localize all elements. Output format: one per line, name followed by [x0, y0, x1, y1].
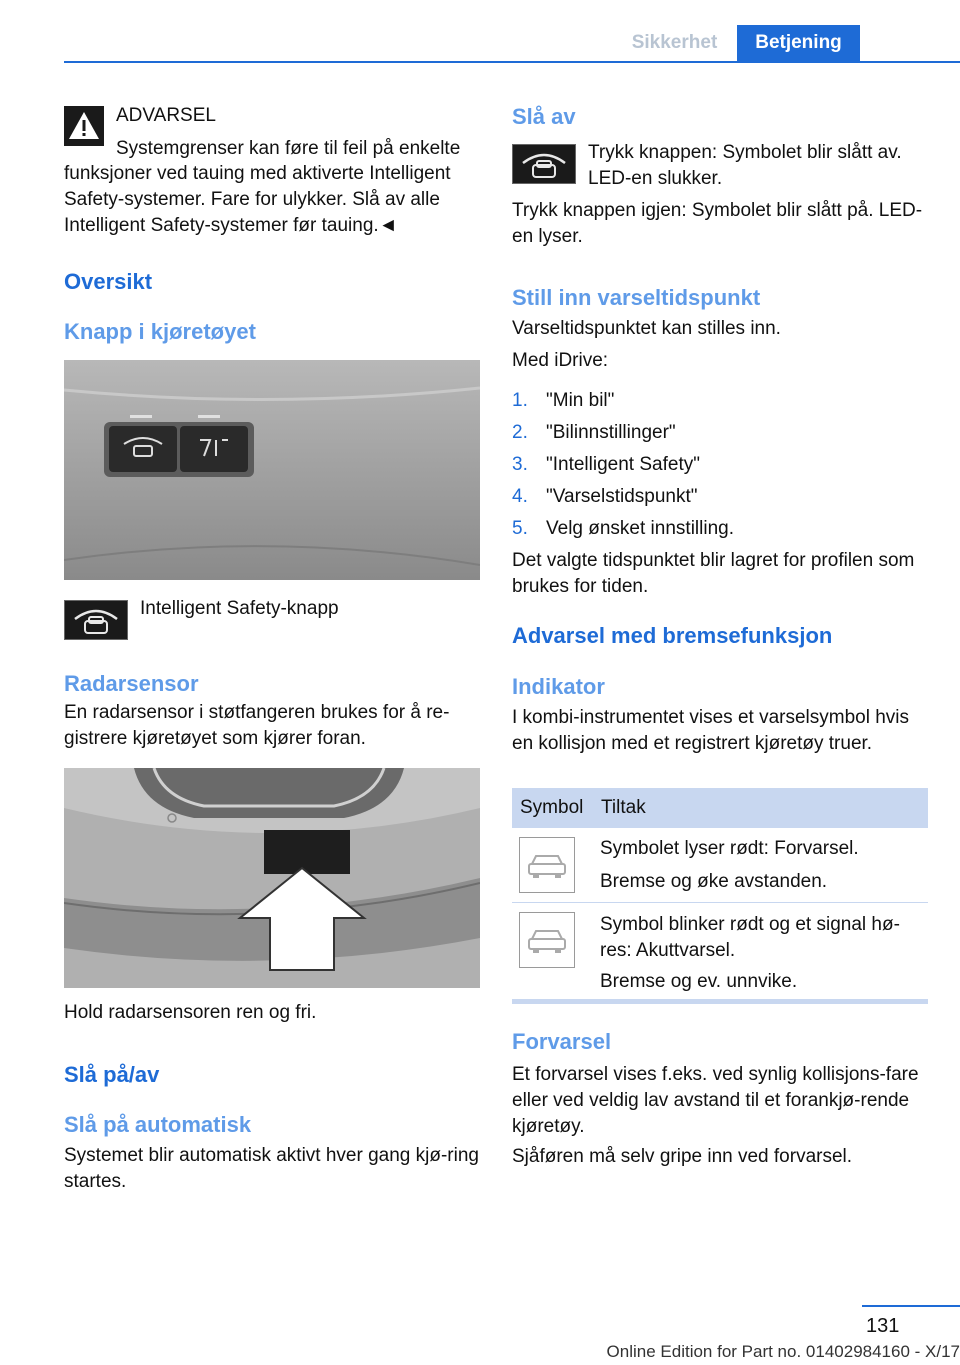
heading-oversikt: Oversikt	[64, 269, 153, 294]
step-text: "Intelligent Safety"	[546, 454, 700, 475]
idrive-label: Med iDrive:	[512, 350, 609, 371]
intelligent-safety-icon-2	[512, 144, 576, 184]
warning-icon	[64, 106, 104, 146]
header-rule	[64, 61, 960, 63]
table-row-divider	[512, 902, 928, 903]
list-item	[512, 420, 928, 452]
row2-text-a: Symbol blinker rødt og et signal hø-res: Akuttvarsel.	[600, 914, 900, 961]
indicator-text: I kombi-instrumentet vises et varselsymbol hvis en kollisjon med et registrert kjøretøy truer.	[512, 707, 910, 754]
list-item	[512, 484, 928, 516]
column-header-tiltak: Tiltak	[601, 797, 646, 818]
steps-list	[512, 388, 928, 548]
tab-sikkerhet[interactable]: Sikkerhet	[631, 32, 718, 53]
step-text: Velg ønsket innstilling.	[546, 518, 734, 539]
heading-indikator: Indikator	[512, 674, 605, 699]
list-item	[512, 452, 928, 484]
radar-photo	[64, 768, 480, 988]
button-caption: Intelligent Safety-knapp	[140, 598, 339, 619]
off-text2: Trykk knappen igjen: Symbolet blir slått på. LED-en lyser.	[512, 200, 923, 247]
step-number: 1.	[512, 390, 528, 411]
heading-sla-av: Slå av	[512, 104, 576, 129]
table-end-rule	[512, 999, 928, 1004]
warning-title: ADVARSEL	[116, 105, 216, 126]
radar-caption: Hold radarsensoren ren og fri.	[64, 1002, 317, 1023]
car-warning-icon	[519, 837, 575, 893]
heading-bremsefunksjon: Advarsel med bremsefunksjon	[512, 623, 833, 648]
off-text1: Trykk knappen: Symbolet blir slått av. LED-en slukker.	[588, 142, 902, 189]
heading-forvarsel: Forvarsel	[512, 1029, 612, 1054]
step-number: 3.	[512, 454, 528, 475]
prewarn-text2: Sjåføren må selv gripe inn ved forvarsel.	[512, 1146, 853, 1167]
step-text: "Min bil"	[546, 390, 615, 411]
prewarn-text: Et forvarsel vises f.eks. ved synlig kollisjons-fare eller ved veldig lav avstand til et forankjø-rende kjøretøy.	[512, 1064, 919, 1137]
heading-sla-pa-automatisk: Slå på automatisk	[64, 1112, 252, 1137]
step-text: "Bilinnstillinger"	[546, 422, 676, 443]
car-warning-icon	[519, 912, 575, 968]
step-number: 2.	[512, 422, 528, 443]
footer-edition: Online Edition for Part no. 01402984160 - X/17	[606, 1342, 960, 1361]
heading-varseltidspunkt: Still inn varseltidspunkt	[512, 285, 761, 310]
heading-knapp: Knapp i kjøretøyet	[64, 319, 256, 344]
column-header-symbol: Symbol	[520, 797, 584, 818]
list-item	[512, 516, 928, 548]
tab-betjening[interactable]: Betjening	[737, 25, 860, 61]
row1-text-b: Bremse og øke avstanden.	[600, 871, 828, 892]
time-text: Varseltidspunktet kan stilles inn.	[512, 318, 781, 339]
intelligent-safety-icon	[64, 600, 128, 640]
list-item	[512, 388, 928, 420]
step-number: 5.	[512, 518, 528, 539]
button-photo	[64, 360, 480, 580]
radar-text: En radarsensor i støtfangeren brukes for å re-gistrere kjøretøyet som kjører foran.	[64, 702, 450, 749]
steps-note: Det valgte tidspunktet blir lagret for profilen som brukes for tiden.	[512, 550, 915, 597]
heading-radarsensor: Radarsensor	[64, 671, 199, 696]
warning-line1: Systemgrenser kan føre til feil på enkelte	[116, 138, 461, 159]
row2-text-b: Bremse og ev. unnvike.	[600, 971, 798, 992]
warning-text: funksjoner ved tauing med aktiverte Intelligent Safety-systemer. Fare for ulykker. Slå av alle Intelligent Safety-systemer før tauing.◄	[64, 163, 451, 236]
step-number: 4.	[512, 486, 528, 507]
auto-text: Systemet blir automatisk aktivt hver gang kjø-ring startes.	[64, 1145, 479, 1192]
heading-sla-pa-av: Slå på/av	[64, 1062, 160, 1087]
step-text: "Varselstidspunkt"	[546, 486, 698, 507]
footer-rule	[862, 1305, 960, 1307]
table-header	[512, 788, 928, 828]
row1-text-a: Symbolet lyser rødt: Forvarsel.	[600, 838, 859, 859]
page-number: 131	[866, 1315, 900, 1337]
